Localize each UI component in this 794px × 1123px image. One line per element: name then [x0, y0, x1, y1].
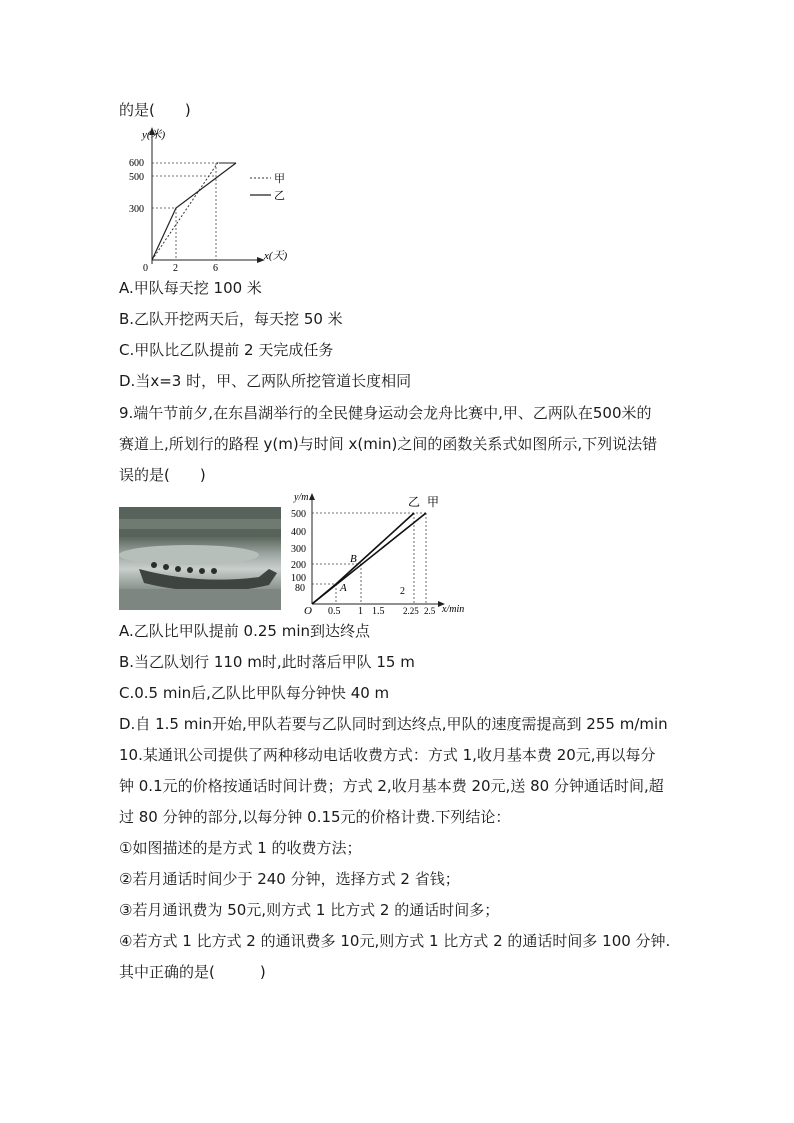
q9-xtick-225: 2.25 — [403, 606, 419, 616]
q8-origin: 0 — [143, 263, 148, 272]
q9-label-jia: 甲 — [427, 495, 440, 509]
q9-label-yi: 乙 — [408, 495, 421, 509]
q9-option-c: C.0.5 min后,乙队比甲队每分钟快 40 m — [119, 684, 390, 702]
q8-option-d: D.当x=3 时，甲、乙两队所挖管道长度相同 — [119, 372, 412, 390]
q8-ytick-600: 600 — [129, 158, 144, 169]
q9-y-arrow — [309, 493, 315, 500]
q8-ytick-500: 500 — [129, 172, 144, 183]
q8-option-b: B.乙队开挖两天后，每天挖 50 米 — [119, 310, 343, 328]
q10-stem-line2: 钟 0.1元的价格按通话时间计费；方式 2,收月基本费 20元,送 80 分钟通话时间,超 — [119, 777, 664, 795]
q8-series-yi — [152, 163, 236, 260]
q8-stem-tail: 的是( ) — [119, 101, 191, 119]
q8-option-a: A.甲队每天挖 100 米 — [119, 279, 262, 297]
q10-stem-line3: 过 80 分钟的部分,以每分钟 0.15元的价格计费.下列结论： — [119, 808, 511, 826]
q9-xtick-15: 1.5 — [372, 606, 385, 616]
q9-stem-line1: 9.端午节前夕,在东昌湖举行的全民健身运动会龙舟比赛中,甲、乙两队在500米的 — [119, 404, 652, 422]
q10-statement-4: ④若方式 1 比方式 2 的通讯费多 10元,则方式 1 比方式 2 的通话时间多 100 分钟. — [119, 932, 671, 950]
q8-xtick-2: 2 — [173, 263, 178, 272]
q10-stem-line1: 10.某通讯公司提供了两种移动电话收费方式：方式 1,收月基本费 20元,再以每分 — [119, 746, 656, 764]
q9-ytick-500: 500 — [291, 509, 306, 520]
q10-ask: 其中正确的是( ) — [119, 963, 266, 981]
q9-option-a: A.乙队比甲队提前 0.25 min到达终点 — [119, 622, 370, 640]
q9-xlabel: x/min — [442, 604, 465, 615]
q8-legend-jia: 甲 — [274, 173, 285, 185]
q8-xtick-6: 6 — [213, 263, 218, 272]
q9-xtick-1: 1 — [358, 606, 363, 616]
q9-chart — [290, 490, 480, 616]
q8-xlabel: x(天) — [264, 250, 288, 262]
q9-option-d: D.自 1.5 min开始,甲队若要与乙队同时到达终点,甲队的速度需提高到 255 m/min — [119, 715, 668, 733]
q9-origin: O — [304, 605, 312, 616]
q9-xtick-2: 2 — [400, 586, 405, 597]
q9-ytick-80: 80 — [295, 583, 305, 594]
q9-stem-line3: 误的是( ) — [119, 466, 206, 484]
q9-ylabel: y/m — [294, 492, 309, 503]
q9-ytick-300: 300 — [291, 544, 306, 555]
q8-ytick-300: 300 — [129, 204, 144, 215]
q10-statement-2: ②若月通话时间少于 240 分钟，选择方式 2 省钱； — [119, 870, 460, 888]
q9-point-a: A — [340, 582, 347, 594]
q8-legend-yi: 乙 — [274, 190, 285, 202]
q9-option-b: B.当乙队划行 110 m时,此时落后甲队 15 m — [119, 653, 415, 671]
q9-ytick-200: 200 — [291, 560, 306, 571]
q8-chart — [118, 124, 308, 272]
q8-ylabel: y(米) — [142, 129, 166, 141]
q9-xtick-05: 0.5 — [328, 606, 341, 616]
q9-stem-line2: 赛道上,所划行的路程 y(m)与时间 x(min)之间的函数关系式如图所示,下列说法错 — [119, 435, 658, 453]
q9-ytick-400: 400 — [291, 527, 306, 538]
q8-option-c: C.甲队比乙队提前 2 天完成任务 — [119, 341, 334, 359]
q10-statement-3: ③若月通讯费为 50元,则方式 1 比方式 2 的通话时间多； — [119, 901, 500, 919]
q9-series-yi — [312, 513, 414, 604]
q9-xtick-25: 2.5 — [424, 606, 436, 616]
q9-ytick-100: 100 — [291, 573, 306, 584]
q9-point-b: B — [350, 553, 357, 565]
q10-statement-1: ①如图描述的是方式 1 的收费方法； — [119, 839, 362, 857]
dragon-boat-photo — [119, 507, 281, 610]
